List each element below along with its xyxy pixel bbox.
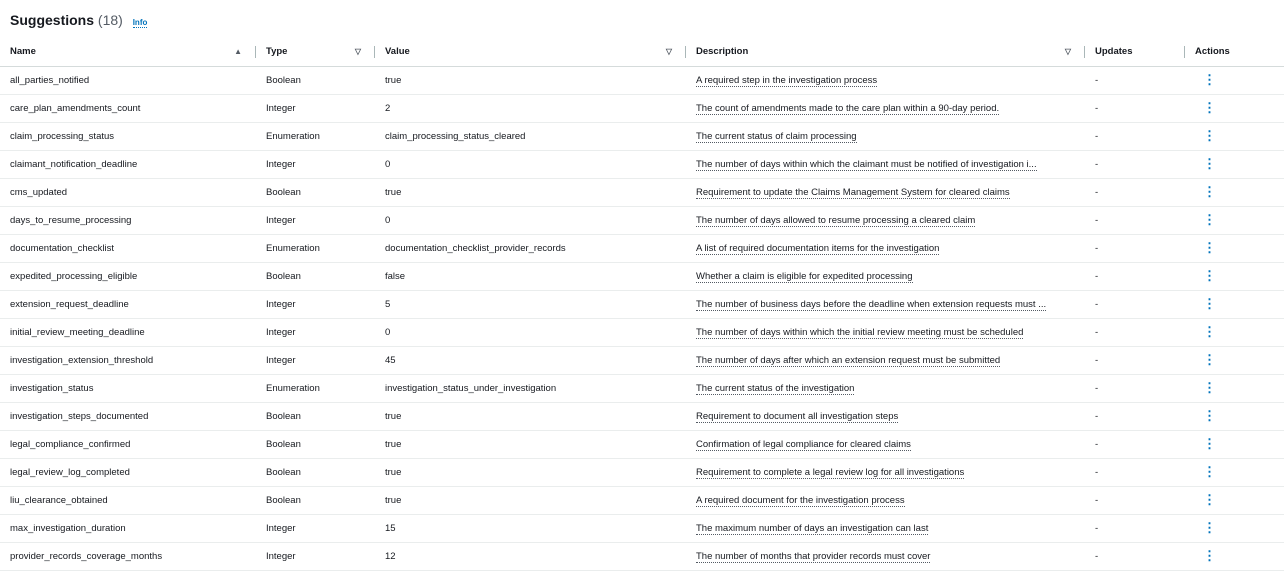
cell-description — [686, 290, 1085, 318]
header-label: Name — [10, 46, 36, 58]
suggestion-count: (18) — [97, 12, 123, 28]
cell-value: investigation_status_under_investigation — [375, 374, 686, 402]
cell-value: true — [375, 402, 686, 430]
cell-description — [686, 430, 1085, 458]
cell-updates: - — [1085, 458, 1185, 486]
cell-value: 12 — [375, 542, 686, 570]
cell-updates: - — [1085, 262, 1185, 290]
cell-value: 5 — [375, 290, 686, 318]
cell-value: 0 — [375, 318, 686, 346]
more-actions-icon[interactable]: ⋮ — [1185, 150, 1284, 178]
more-actions-icon[interactable]: ⋮ — [1185, 430, 1284, 458]
description-text[interactable]: The current status of the investigation — [696, 382, 855, 394]
title-text: Suggestions — [10, 12, 95, 28]
cell-value: documentation_checklist_provider_records — [375, 234, 686, 262]
cell-description — [686, 318, 1085, 346]
cell-type: Integer — [256, 290, 375, 318]
table-row — [0, 150, 1284, 178]
description-text[interactable]: A required step in the investigation process — [696, 74, 878, 86]
header-label: Description — [696, 46, 749, 58]
cell-type: Boolean — [256, 66, 375, 94]
table-row — [0, 374, 1284, 402]
cell-name: legal_compliance_confirmed — [0, 430, 256, 458]
cell-name: initial_review_meeting_deadline — [0, 318, 256, 346]
cell-type: Boolean — [256, 178, 375, 206]
description-text[interactable]: The maximum number of days an investigation can last — [696, 522, 929, 534]
cell-updates: - — [1085, 430, 1185, 458]
cell-name: provider_records_coverage_months — [0, 542, 256, 570]
cell-value: true — [375, 430, 686, 458]
description-text[interactable]: The current status of claim processing — [696, 130, 857, 142]
cell-updates: - — [1085, 178, 1185, 206]
description-text[interactable]: A required document for the investigation process — [696, 494, 905, 506]
cell-name: extension_request_deadline — [0, 290, 256, 318]
cell-value: true — [375, 486, 686, 514]
more-actions-icon[interactable]: ⋮ — [1185, 94, 1284, 122]
description-text[interactable]: Confirmation of legal compliance for cleared claims — [696, 438, 911, 450]
description-text[interactable]: The number of days within which the initial review meeting must be scheduled — [696, 326, 1024, 338]
cell-description — [686, 122, 1085, 150]
table-row — [0, 486, 1284, 514]
cell-value: 0 — [375, 206, 686, 234]
cell-name: max_investigation_duration — [0, 514, 256, 542]
more-actions-icon[interactable]: ⋮ — [1185, 458, 1284, 486]
table-row — [0, 94, 1284, 122]
table-row — [0, 66, 1284, 94]
more-actions-icon[interactable]: ⋮ — [1185, 402, 1284, 430]
cell-updates: - — [1085, 514, 1185, 542]
more-actions-icon[interactable]: ⋮ — [1185, 206, 1284, 234]
cell-type: Integer — [256, 542, 375, 570]
table-row — [0, 122, 1284, 150]
table-row — [0, 318, 1284, 346]
sort-ascending-icon[interactable]: ▲ — [234, 47, 242, 56]
description-text[interactable]: The number of days after which an extension request must be submitted — [696, 354, 1001, 366]
cell-name: claimant_notification_deadline — [0, 150, 256, 178]
cell-updates: - — [1085, 94, 1185, 122]
description-text[interactable]: Requirement to complete a legal review log for all investigations — [696, 466, 965, 478]
cell-type: Integer — [256, 94, 375, 122]
more-actions-icon[interactable]: ⋮ — [1185, 178, 1284, 206]
cell-updates: - — [1085, 402, 1185, 430]
header-label: Type — [266, 46, 288, 58]
table-row — [0, 514, 1284, 542]
cell-description — [686, 486, 1085, 514]
cell-name: care_plan_amendments_count — [0, 94, 256, 122]
cell-value: 45 — [375, 346, 686, 374]
more-actions-icon[interactable]: ⋮ — [1185, 66, 1284, 94]
cell-description — [686, 402, 1085, 430]
description-text[interactable]: Requirement to document all investigation steps — [696, 410, 899, 422]
cell-description — [686, 542, 1085, 570]
description-text[interactable]: The number of days within which the claimant must be notified of investigation i... — [696, 158, 1037, 170]
description-text[interactable]: The number of months that provider records must cover — [696, 550, 931, 562]
sort-icon[interactable]: ▽ — [665, 47, 672, 56]
cell-updates: - — [1085, 346, 1185, 374]
table-row — [0, 178, 1284, 206]
cell-type: Boolean — [256, 458, 375, 486]
cell-name: legal_review_log_completed — [0, 458, 256, 486]
more-actions-icon[interactable]: ⋮ — [1185, 122, 1284, 150]
header-label: Value — [385, 46, 410, 58]
cell-updates: - — [1085, 374, 1185, 402]
cell-type: Integer — [256, 346, 375, 374]
cell-name: cms_updated — [0, 178, 256, 206]
description-text[interactable]: Requirement to update the Claims Management System for cleared claims — [696, 186, 1010, 198]
cell-updates: - — [1085, 150, 1185, 178]
description-text[interactable]: Whether a claim is eligible for expedited processing — [696, 270, 913, 282]
header-label: Actions — [1195, 46, 1230, 58]
cell-type: Integer — [256, 150, 375, 178]
cell-name: all_parties_notified — [0, 66, 256, 94]
cell-description — [686, 234, 1085, 262]
more-actions-icon[interactable]: ⋮ — [1185, 290, 1284, 318]
cell-type: Integer — [256, 206, 375, 234]
cell-description — [686, 262, 1085, 290]
more-actions-icon[interactable]: ⋮ — [1185, 346, 1284, 374]
cell-description — [686, 374, 1085, 402]
cell-description — [686, 66, 1085, 94]
cell-description — [686, 150, 1085, 178]
cell-name: investigation_extension_threshold — [0, 346, 256, 374]
cell-value: 0 — [375, 150, 686, 178]
cell-name: days_to_resume_processing — [0, 206, 256, 234]
table-row — [0, 346, 1284, 374]
more-actions-icon[interactable]: ⋮ — [1185, 486, 1284, 514]
cell-type: Boolean — [256, 486, 375, 514]
sort-icon[interactable]: ▽ — [354, 47, 361, 56]
cell-type: Boolean — [256, 262, 375, 290]
more-actions-icon[interactable]: ⋮ — [1185, 374, 1284, 402]
cell-value: true — [375, 178, 686, 206]
cell-type: Enumeration — [256, 374, 375, 402]
cell-updates: - — [1085, 318, 1185, 346]
more-actions-icon[interactable]: ⋮ — [1185, 234, 1284, 262]
cell-updates: - — [1085, 542, 1185, 570]
cell-name: liu_clearance_obtained — [0, 486, 256, 514]
more-actions-icon[interactable]: ⋮ — [1185, 514, 1284, 542]
cell-type: Enumeration — [256, 234, 375, 262]
cell-value: false — [375, 262, 686, 290]
description-text[interactable]: A list of required documentation items for the investigation — [696, 242, 940, 254]
cell-description — [686, 94, 1085, 122]
cell-type: Integer — [256, 514, 375, 542]
cell-type: Integer — [256, 318, 375, 346]
cell-type: Boolean — [256, 402, 375, 430]
more-actions-icon[interactable]: ⋮ — [1185, 542, 1284, 570]
cell-updates: - — [1085, 290, 1185, 318]
table-row — [0, 290, 1284, 318]
cell-value: true — [375, 66, 686, 94]
cell-description — [686, 346, 1085, 374]
column-header-name[interactable] — [0, 38, 256, 66]
table-row — [0, 262, 1284, 290]
cell-description — [686, 514, 1085, 542]
cell-updates: - — [1085, 206, 1185, 234]
header-label: Updates — [1095, 46, 1133, 58]
table-row — [0, 234, 1284, 262]
cell-value: 2 — [375, 94, 686, 122]
cell-description — [686, 206, 1085, 234]
cell-description — [686, 458, 1085, 486]
sort-icon[interactable]: ▽ — [1064, 47, 1071, 56]
cell-updates: - — [1085, 66, 1185, 94]
cell-value: true — [375, 458, 686, 486]
cell-name: investigation_status — [0, 374, 256, 402]
page-title — [10, 12, 147, 28]
cell-updates: - — [1085, 486, 1185, 514]
table-row — [0, 206, 1284, 234]
more-actions-icon[interactable]: ⋮ — [1185, 318, 1284, 346]
table-row — [0, 542, 1284, 570]
cell-name: documentation_checklist — [0, 234, 256, 262]
description-text[interactable]: The number of days allowed to resume processing a cleared claim — [696, 214, 976, 226]
cell-description — [686, 178, 1085, 206]
description-text[interactable]: The count of amendments made to the care plan within a 90-day period. — [696, 102, 1000, 114]
cell-name: expedited_processing_eligible — [0, 262, 256, 290]
column-header-actions — [1185, 38, 1284, 66]
column-header-value[interactable] — [375, 38, 686, 66]
more-actions-icon[interactable]: ⋮ — [1185, 262, 1284, 290]
table-row — [0, 458, 1284, 486]
column-header-updates — [1085, 38, 1185, 66]
cell-type: Boolean — [256, 430, 375, 458]
description-text[interactable]: The number of business days before the deadline when extension requests must ... — [696, 298, 1047, 310]
cell-name: claim_processing_status — [0, 122, 256, 150]
table-row — [0, 430, 1284, 458]
column-header-type[interactable] — [256, 38, 375, 66]
cell-updates: - — [1085, 234, 1185, 262]
info-link[interactable]: Info — [132, 18, 148, 27]
cell-type: Enumeration — [256, 122, 375, 150]
cell-updates: - — [1085, 122, 1185, 150]
cell-value: 15 — [375, 514, 686, 542]
table-row — [0, 402, 1284, 430]
column-header-description[interactable] — [686, 38, 1085, 66]
suggestions-table — [0, 38, 1284, 571]
cell-value: claim_processing_status_cleared — [375, 122, 686, 150]
cell-name: investigation_steps_documented — [0, 402, 256, 430]
